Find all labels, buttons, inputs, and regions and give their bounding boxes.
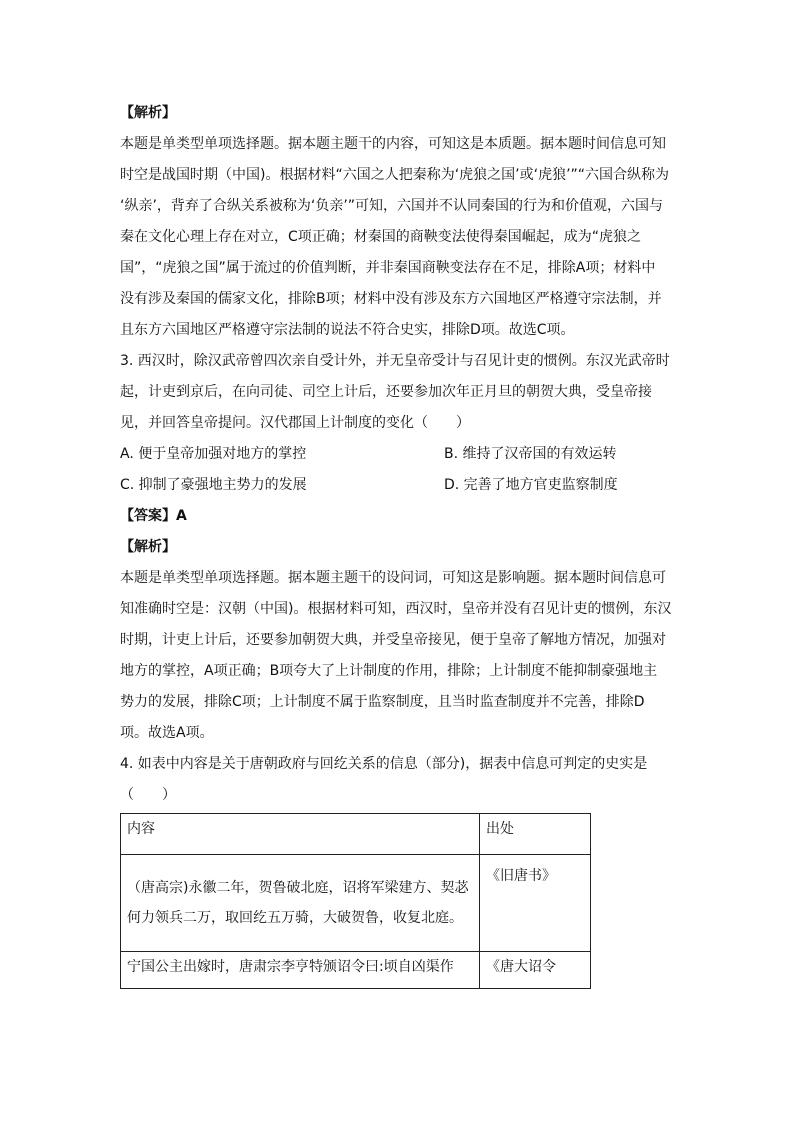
question-3-stem: 起，计吏到京后，在向司徒、司空上计后，还要参加次年正月旦的朝贺大典，受皇帝接 [120, 384, 652, 400]
option-c: C. 抑制了豪强地主势力的发展 [120, 477, 307, 493]
table-row [121, 855, 591, 952]
analysis-text-line: 且东方六国地区严格遵守宗法制的说法不符合史实，排除D项。故选C项。 [120, 322, 575, 338]
table-header-row [121, 814, 591, 855]
document-page [120, 98, 680, 975]
question-3-stem: 见，并回答皇帝提问。汉代郡国上计制度的变化（ ） [120, 415, 470, 431]
analysis-text-line: 秦在文化心理上存在对立，C项正确；材秦国的商鞅变法使得秦国崛起，成为“虎狼之 [120, 229, 642, 245]
analysis-text-line: 国”，“虎狼之国”属于流过的价值判断，并非秦国商鞅变法存在不足，排除A项；材料中 [120, 260, 656, 276]
table-cell-line: （唐高宗)永徽二年，贺鲁破北庭，诏将军梁建方、契苾 [127, 880, 469, 896]
question-3-stem: 3. 西汉时，除汉武帝曾四次亲自受计外，并无皇帝受计与召见计吏的惯例。东汉光武帝时 [120, 353, 670, 369]
analysis-heading: 【解析】 [120, 105, 176, 121]
table-row [121, 952, 591, 989]
analysis-text-line: 时空是战国时期（中国)。根据材料“六国之人把秦称为‘虎狼之国’或‘虎狼’”“六国合纵称为 [120, 167, 670, 183]
question-3-options-row-2 [120, 470, 680, 501]
table-cell-content [121, 855, 480, 952]
question-3-answer: 【答案】A [120, 508, 187, 524]
question-3-options-row-1 [120, 439, 680, 470]
question-4-table [120, 813, 591, 989]
question-3-analysis-heading: 【解析】 [120, 539, 176, 555]
question-4-stem: （ ） [120, 787, 176, 803]
question-3-analysis-line: 势力的发展，排除C项；上计制度不属于监察制度，且当时监查制度并不完善，排除D [120, 694, 645, 710]
table-cell-source: 《旧唐书》 [480, 855, 591, 952]
question-3-analysis-line: 地方的掌控，A项正确；B项夸大了上计制度的作用，排除；上计制度不能抑制豪强地主 [120, 663, 658, 679]
question-3-analysis-line: 项。故选A项。 [120, 725, 214, 741]
table-header-content: 内容 [121, 814, 480, 855]
table-cell-content [121, 952, 480, 989]
option-a: A. 便于皇帝加强对地方的掌控 [120, 446, 307, 462]
table-header-source: 出处 [480, 814, 591, 855]
table-cell-source: 《唐大诏令 [480, 952, 591, 989]
question-3-analysis-line: 本题是单类型单项选择题。据本题主题干的设问词，可知这是影响题。据本题时间信息可 [120, 570, 666, 586]
table-cell-line: 宁国公主出嫁时，唐肃宗李亨特颁诏令曰:顷自凶渠作 [127, 959, 454, 975]
question-4-stem: 4. 如表中内容是关于唐朝政府与回纥关系的信息（部分)，据表中信息可判定的史实是 [120, 756, 648, 772]
question-3-analysis-line: 知准确时空是：汉朝（中国)。根据材料可知，西汉时，皇帝并没有召见计吏的惯例，东汉 [120, 601, 672, 617]
table-cell-line: 何力领兵二万，取回纥五万骑，大破贺鲁，收复北庭。 [127, 910, 463, 926]
analysis-text-line: 没有涉及秦国的儒家文化，排除B项；材料中没有涉及东方六国地区严格遵守宗法制，并 [120, 291, 662, 307]
option-d: D. 完善了地方官吏监察制度 [444, 477, 618, 493]
analysis-text-line: ‘纵亲’，背弃了合纵关系被称为‘负亲’”可知，六国并不认同秦国的行为和价值观，六国与 [120, 198, 664, 214]
analysis-text-line: 本题是单类型单项选择题。据本题主题干的内容，可知这是本质题。据本题时间信息可知 [120, 136, 666, 152]
option-b: B. 维持了汉帝国的有效运转 [444, 446, 617, 462]
question-3-analysis-line: 时期，计吏上计后，还要参加朝贺大典，并受皇帝接见，便于皇帝了解地方情况，加强对 [120, 632, 666, 648]
